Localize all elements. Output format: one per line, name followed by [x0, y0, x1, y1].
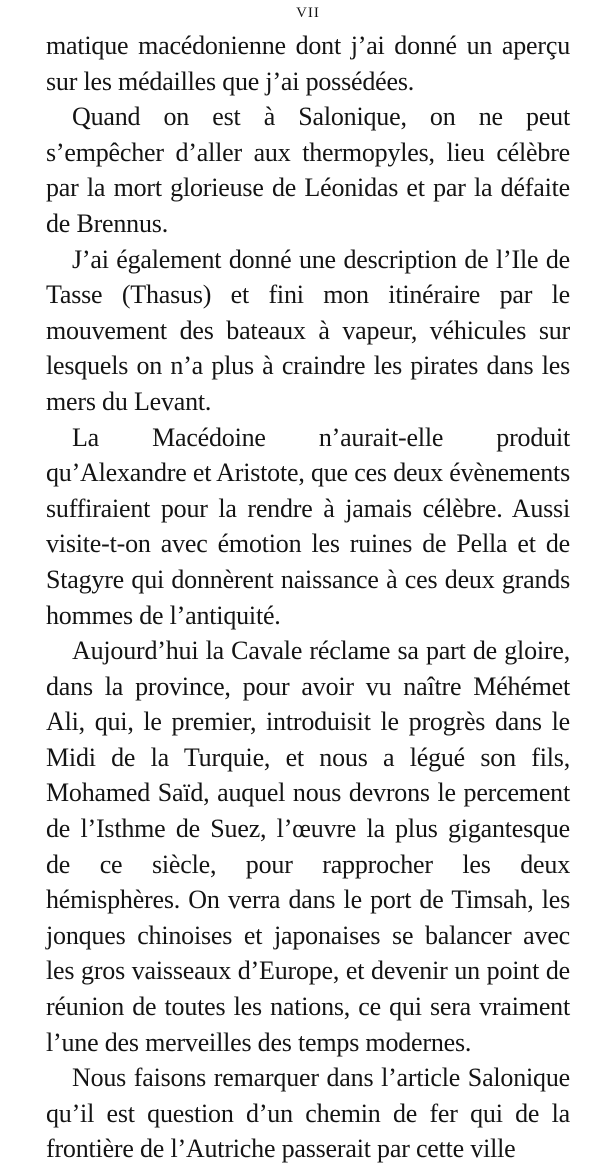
- paragraph-continued: matique macédonienne dont j’ai donné un aperçu sur les médailles que j’ai possédées.: [46, 31, 570, 96]
- paragraph-macedoine: La Macédoine n’aurait-elle produit qu’Alexandre et Aristote, que ces deux évènements suffiraient pour la rendre à jamais célèbre. Aussi visite-t-on avec émotion les ruines de Pella et de Stagyre qui donnèrent naissance à ces deux grands hommes de l’antiquité.: [46, 422, 570, 630]
- paragraph-tasse: J’ai également donné une description de l’Ile de Tasse (Thasus) et fini mon itinéraire par le mouvement des bateaux à vapeur, véhicules sur lesquels on n’a plus à craindre les pirates dans les mers du Levant.: [46, 244, 570, 416]
- paragraph-thermopyles: Quand on est à Salonique, on ne peut s’empêcher d’aller aux thermopyles, lieu célèbre par la mort glorieuse de Léonidas et par la défaite de Brennus.: [46, 102, 570, 238]
- paragraph-cavale: Aujourd’hui la Cavale réclame sa part de gloire, dans la province, pour avoir vu naître Méhémet Ali, qui, le premier, introduisit le progrès dans le Midi de la Turquie, et nous a légué son fils, Mohamed Saïd, auquel nous devrons le percement de l’Isthme de Suez, l’œuvre la plus gigantesque de ce siècle, pour rapprocher les deux hémisphères. On verra dans le port de Timsah, les jonques chinoises et japonaises se balancer avec les gros vaisseaux d’Europe, et devenir un point de réunion de toutes les nations, ce qui sera vraiment l’une des merveilles des temps modernes.: [46, 636, 570, 1057]
- page-number: VII: [296, 5, 320, 21]
- body-text: [46, 28, 570, 1167]
- paragraph-salonique: Nous faisons remarquer dans l’article Salonique qu’il est question d’un chemin de fer qui de la frontière de l’Autriche passerait par cette ville: [46, 1063, 570, 1164]
